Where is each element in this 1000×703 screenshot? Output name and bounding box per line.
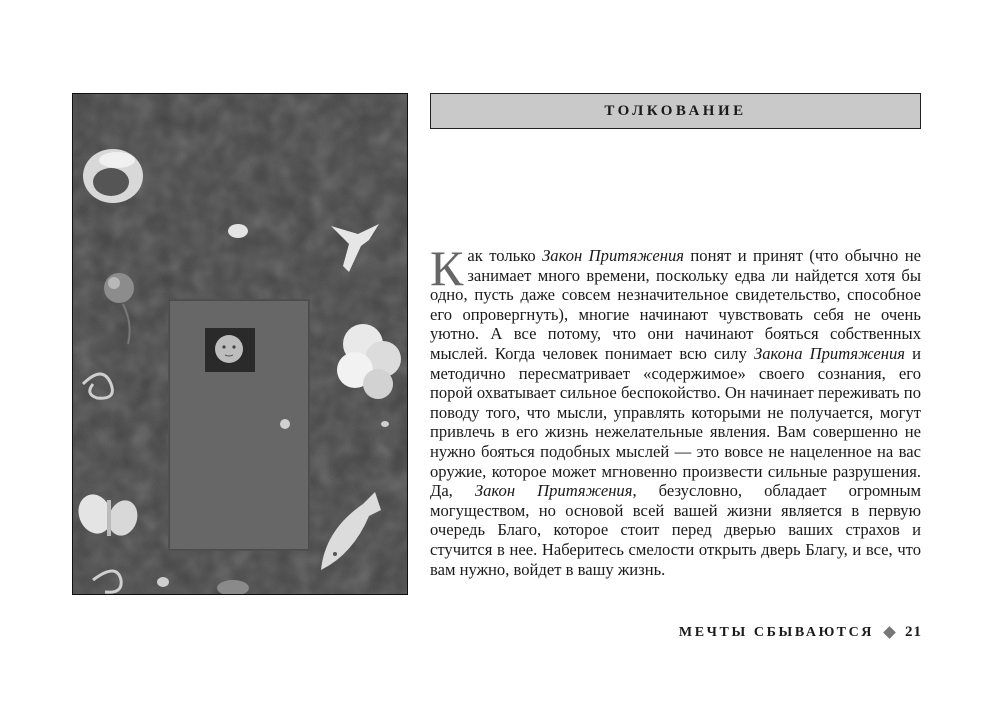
running-title: МЕЧТЫ СБЫВАЮТСЯ: [678, 624, 874, 640]
illustration-canvas: [73, 94, 408, 595]
body-segment: , безусловно, обладает огромным могуществом, но основой всей вашей жизни является в первую очередь Благо, которое стоит перед дверью ваших страхов и стучится в нее. Наберитесь смелости открыть дверь Благу, и все, что вам нужно, войдет в вашу жизнь.: [430, 481, 921, 579]
diamond-icon: [883, 626, 896, 639]
ring-icon: [83, 149, 143, 203]
body-segment: понят и принят (что обычно не занимает много времени, поскольку едва ли найдется хотя бы одно, пусть даже совсем незначительное свидетельство, способное его опровергнуть), многие начинают чувствовать себя не очень уютно. А все потому, что они начинают бояться собственных мыслей. Когда человек понимает всю силу: [430, 246, 921, 363]
page-number: 21: [905, 624, 922, 640]
door-icon: [169, 300, 309, 550]
body-segment: ак только: [467, 246, 543, 265]
body-segment-italic: Закон Притяжения: [474, 481, 633, 501]
section-banner: [430, 93, 921, 129]
illustration: [72, 93, 408, 595]
page-footer: [679, 624, 922, 641]
body-segment-italic: Закона Притяжения: [754, 343, 905, 363]
shell-icon: [228, 224, 248, 238]
dropcap: К: [430, 240, 464, 296]
body-segment: и методично пересматривает «содержимое» своего сознания, его порой охватывает сильное беспокойство. Он начинает переживать по поводу того, что мысли, управлять которыми не получается, могут привлечь в его жизнь нежелательные явления. Вам совершенно не нужно бояться подобных мыслей — это вовсе не нацеленное на вас оружие, которое может мгновенно произвести сильные разрушения. Да,: [430, 343, 922, 501]
face-icon: [215, 335, 243, 363]
body-segment-italic: Закон Притяжения: [542, 246, 684, 265]
body-text: [430, 240, 922, 579]
section-title: ТОЛКОВАНИЕ: [604, 102, 747, 119]
